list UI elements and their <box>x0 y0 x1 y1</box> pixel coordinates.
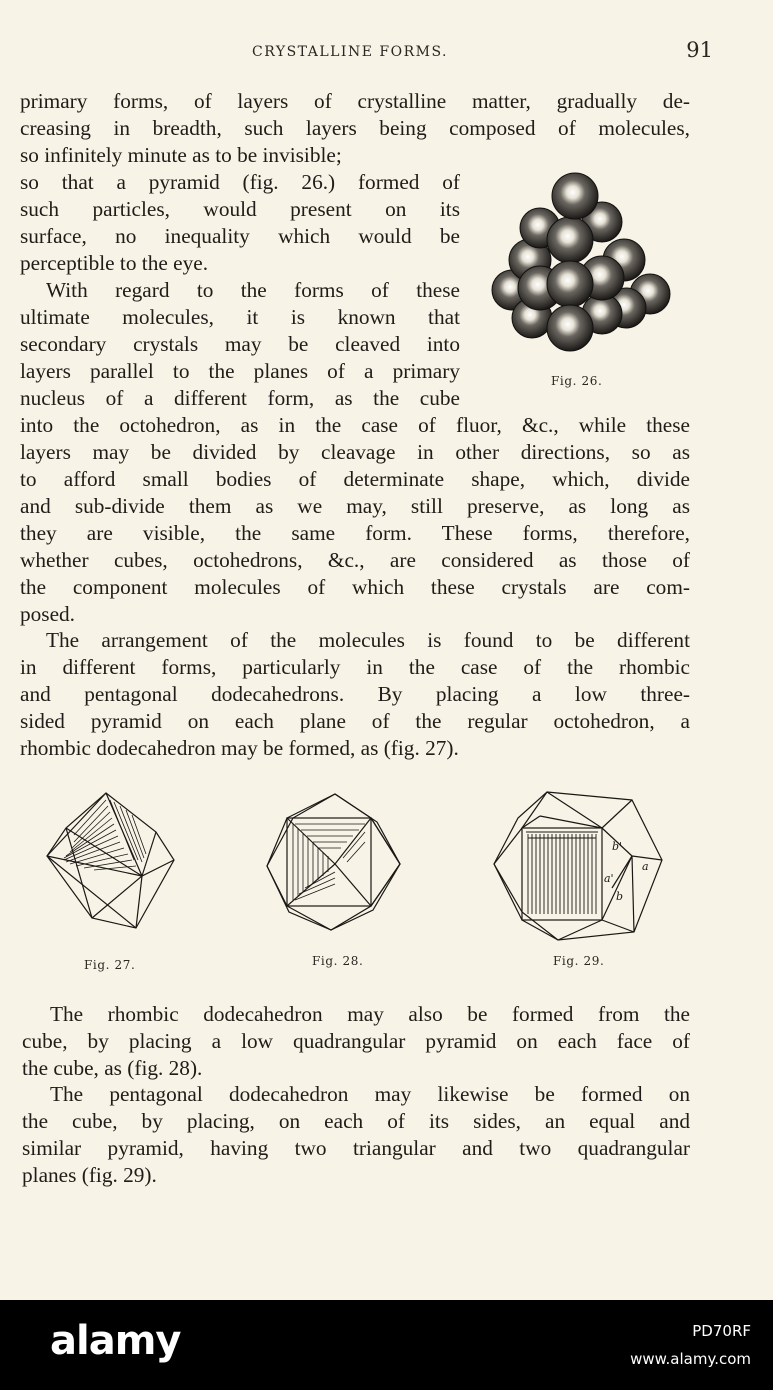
text-line: layers may be divided by cleavage in other directions, so as <box>20 440 690 464</box>
fig29-pentagonal-dodecahedron <box>492 788 664 944</box>
text-line: creasing in breadth, such layers being composed of molecules, <box>20 116 690 140</box>
page-number: 91 <box>686 38 713 62</box>
fig29-label-a: a <box>642 860 649 873</box>
text-line: and pentagonal dodecahedrons. By placing a low three- <box>20 682 690 706</box>
text-line: they are visible, the same form. These forms, therefore, <box>20 521 690 545</box>
text-line: so infinitely minute as to be invisible; <box>20 143 342 167</box>
text-line: and sub-divide them as we may, still preserve, as long as <box>20 494 690 518</box>
text-line: such particles, would present on its <box>20 197 460 221</box>
text-line: posed. <box>20 602 76 626</box>
image-id: PD70RF <box>692 1322 751 1340</box>
fig29-label-b: b <box>616 890 624 903</box>
text-line: into the octohedron, as in the case of fluor, &c., while these <box>20 413 690 437</box>
text-line: the cube, as (fig. 28). <box>22 1056 203 1080</box>
fig28-rhombic-dodecahedron-cube <box>265 792 403 932</box>
text-line: The pentagonal dodecahedron may likewise be formed on <box>50 1082 690 1106</box>
fig29-label-b-prime: b' <box>612 840 623 853</box>
text-line: sided pyramid on each plane of the regular octohedron, a <box>20 709 690 733</box>
text-line: perceptible to the eye. <box>20 251 209 275</box>
text-line: The rhombic dodecahedron may also be formed from the <box>50 1002 690 1026</box>
alamy-logo: alamy <box>50 1318 181 1364</box>
text-line: layers parallel to the planes of a primary <box>20 359 460 383</box>
text-line: the cube, by placing, on each of its sides, an equal and <box>22 1109 690 1133</box>
text-line: primary forms, of layers of crystalline matter, gradually de- <box>20 89 690 113</box>
fig27-rhombic-dodecahedron-octohedron <box>44 790 179 935</box>
text-line: the component molecules of which these crystals are com- <box>20 575 690 599</box>
text-line: surface, no inequality which would be <box>20 224 460 248</box>
fig27-caption: Fig. 27. <box>84 958 136 972</box>
fig28-caption: Fig. 28. <box>312 954 364 968</box>
text-line: With regard to the forms of these <box>46 278 460 302</box>
text-line: in different forms, particularly in the case of the rhombic <box>20 655 690 679</box>
text-line: to afford small bodies of determinate shape, which, divide <box>20 467 690 491</box>
text-line: cube, by placing a low quadrangular pyramid on each face of <box>22 1029 690 1053</box>
footer-url: www.alamy.com <box>630 1350 751 1368</box>
text-line: so that a pyramid (fig. 26.) formed of <box>20 170 460 194</box>
fig29-label-a-prime: a' <box>604 872 614 885</box>
text-line: secondary crystals may be cleaved into <box>20 332 460 356</box>
fig26-sphere-pyramid <box>490 168 672 358</box>
text-line: rhombic dodecahedron may be formed, as (fig. 27). <box>20 736 459 760</box>
text-line: The arrangement of the molecules is found to be different <box>46 628 690 652</box>
fig29-caption: Fig. 29. <box>553 954 605 968</box>
text-line: planes (fig. 29). <box>22 1163 157 1187</box>
text-line: whether cubes, octohedrons, &c., are considered as those of <box>20 548 690 572</box>
fig26-caption: Fig. 26. <box>551 374 603 388</box>
text-line: ultimate molecules, it is known that <box>20 305 460 329</box>
running-title: CRYSTALLINE FORMS. <box>252 44 448 60</box>
text-line: nucleus of a different form, as the cube <box>20 386 460 410</box>
text-line: similar pyramid, having two triangular and two quadrangular <box>22 1136 690 1160</box>
